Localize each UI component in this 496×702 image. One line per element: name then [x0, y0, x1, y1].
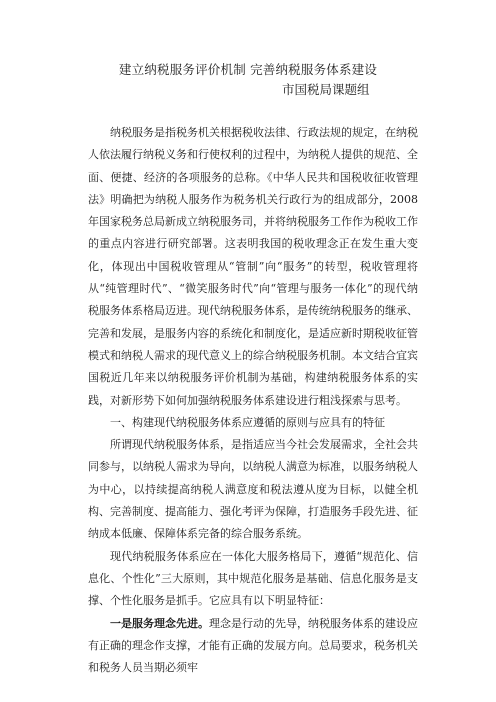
feature-1-lead: 一是服务理念先进。	[110, 616, 209, 630]
paragraph-intro: 纳税服务是指税务机关根据税收法律、行政法规的规定，在纳税人依法履行纳税义务和行使权利的过程中，为纳税人提供的规范、全面、便捷、经济的各项服务的总称。《中华人民共和国税收征收管理法》明确把为纳税人服务作为税务机关行政行为的组成部分，2008年国家税务总局新成立纳税服务司，并将纳税服务工作作为税收工作的重点内容进行研究部署。这表明我国的税收理念正在发生重大变化，体现出中国税收管理从“管制”向“服务”的转型，税收管理将从“纯管理时代”、“微笑服务时代”向“管理与服务一体化”的现代纳税服务体系格局迈进。现代纳税服务体系，是传统纳税服务的继承、完善和发展，是服务内容的系统化和制度化，是适应新时期税收征管模式和纳税人需求的现代意义上的综合纳税服务机制。本文结合宜宾国税近几年来以纳税服务评价机制为基础，构建纳税服务体系的实践，对新形势下如何加强纳税服务体系建设进行粗浅探索与思考。	[88, 126, 418, 407]
paragraph-principles: 现代纳税服务体系应在一体化大服务格局下，遵循“规范化、信息化、个性化”三大原则，其中规范化服务是基础、信息化服务是支撑、个性化服务是抓手。它应具有以下明显特征：	[88, 549, 418, 608]
section-heading-1: 一、构建现代纳税服务体系应遵循的原则与应具有的特征	[110, 415, 385, 429]
document-author: 市国税局课题组	[282, 82, 370, 97]
paragraph-definition: 所谓现代纳税服务体系，是指适应当今社会发展需求，全社会共同参与，以纳税人需求为导向，以纳税人满意为标准，以服务纳税人为中心，以持续提高纳税人满意度和税法遵从度为目标，以健全机构、完善制度、提高能力、强化考评为保障，打造服务手段先进、征纳成本低廉、保障体系完备的综合服务系统。	[88, 438, 418, 541]
document-body	[88, 122, 418, 679]
feature-1-text: 理念是行动的先导，纳税服务体系的建设应有正确的理念作支撑，才能有正确的发展方向。总局要求，税务机关和税务人员当期必须牢	[88, 616, 418, 675]
document-title: 建立纳税服务评价机制 完善纳税服务体系建设	[118, 62, 378, 77]
paragraph-feature-1	[88, 613, 418, 680]
